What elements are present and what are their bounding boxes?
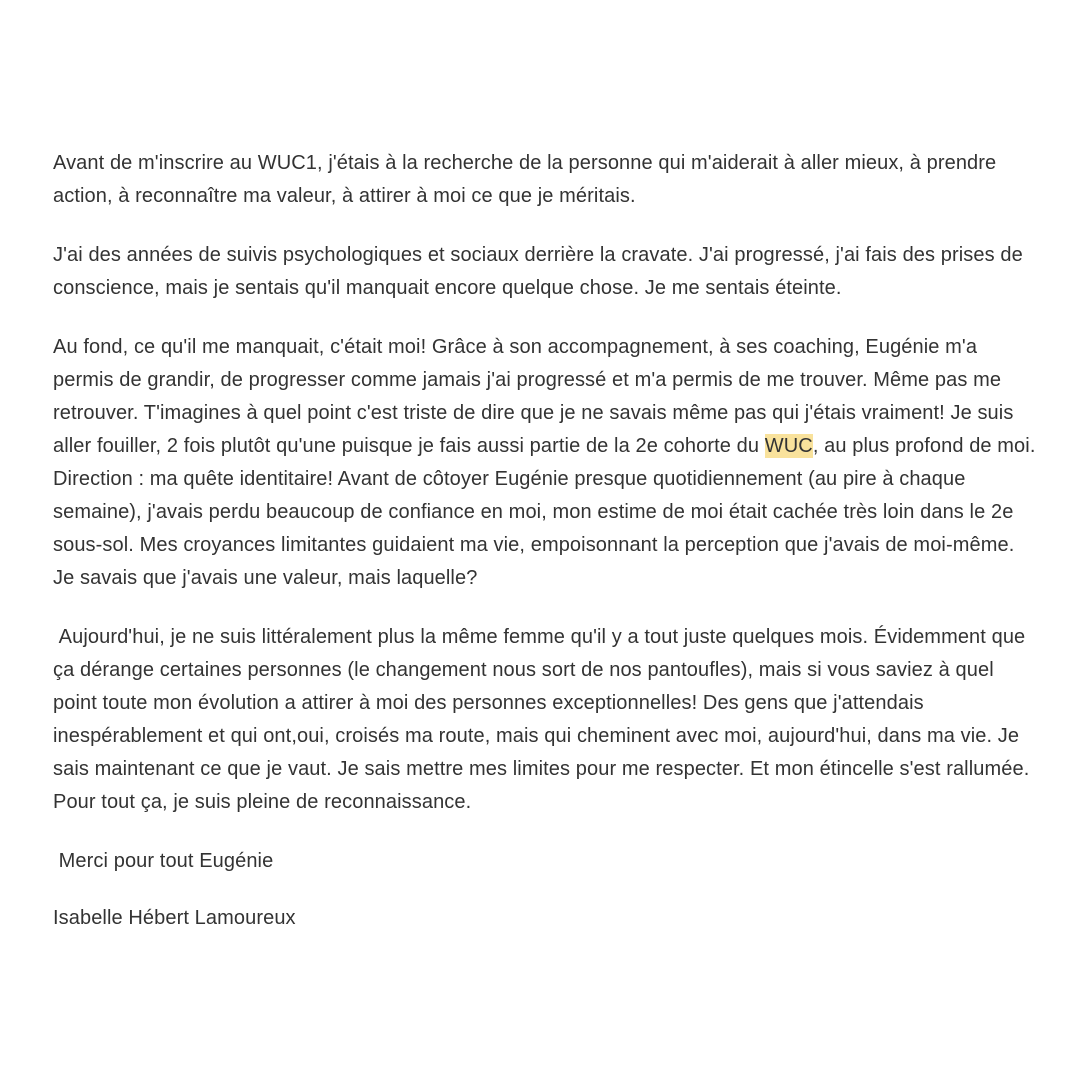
testimonial-body — [53, 147, 1042, 935]
paragraph-today: Aujourd'hui, je ne suis littéralement plus la même femme qu'il y a tout juste quelques mois. Évidemment que ça dérange certaines personnes (le changement nous sort de nos pantoufles), mais si vous saviez à quel point toute mon évolution a attirer à moi des personnes exceptionnelles! Des gens que j'attendais inespérablement et qui ont,oui, croisés ma route, mais qui cheminent avec moi, aujourd'hui, dans ma vie. Je sais maintenant ce que je vaut. Je sais mettre mes limites pour me respecter. Et mon étincelle s'est rallumée. Pour tout ça, je suis pleine de reconnaissance. — [53, 626, 1036, 813]
paragraph-thanks: Merci pour tout Eugénie — [53, 850, 274, 872]
paragraph-background: J'ai des années de suivis psychologiques et sociaux derrière la cravate. J'ai progressé, j'ai fais des prises de conscience, mais je sentais qu'il manquait encore quelque chose. Je me sentais éteinte. — [53, 244, 1029, 299]
paragraph-journey — [53, 331, 1042, 595]
highlighted-term-wuc: WUC — [764, 435, 813, 457]
paragraph-journey-after: , au plus profond de moi. Direction : ma quête identitaire! Avant de côtoyer Eugénie presque quotidiennement (au pire à chaque semaine), j'avais perdu beaucoup de confiance en moi, mon estime de moi était cachée très loin dans le 2e sous-sol. Mes croyances limitantes guidaient ma vie, empoisonnant la perception que j'avais de moi-même. Je savais que j'avais une valeur, mais laquelle? — [53, 435, 1042, 589]
paragraph-intro: Avant de m'inscrire au WUC1, j'étais à la recherche de la personne qui m'aiderait à aller mieux, à prendre action, à reconnaître ma valeur, à attirer à moi ce que je méritais. — [53, 152, 1002, 207]
signature: Isabelle Hébert Lamoureux — [53, 907, 296, 929]
paragraph-journey-before: Au fond, ce qu'il me manquait, c'était moi! Grâce à son accompagnement, à ses coaching, Eugénie m'a permis de grandir, de progresser comme jamais j'ai progressé et m'a permis de me trouver. Même pas me retrouver. T'imagines à quel point c'est triste de dire que je ne savais même pas qui j'étais vraiment! Je suis aller fouiller, 2 fois plutôt qu'une puisque je fais aussi partie de la 2e cohorte du — [53, 336, 1020, 457]
